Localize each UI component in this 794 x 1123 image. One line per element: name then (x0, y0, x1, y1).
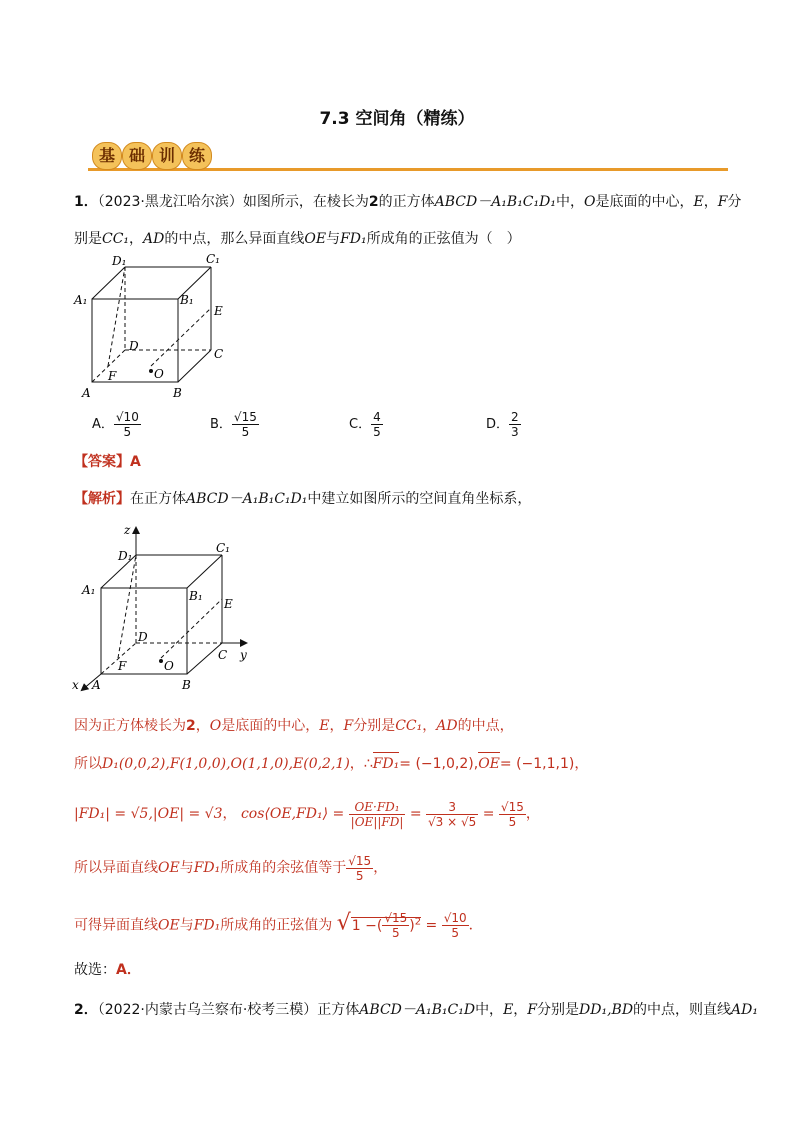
sol-frac-den: 5 (391, 926, 400, 941)
sol-math: |OE| = √3 (152, 806, 223, 822)
label-a1: A₁ (74, 293, 88, 307)
sol-text: ， (422, 718, 437, 734)
q1-math: O (583, 194, 596, 210)
sol-text: 分别是 (353, 718, 396, 734)
q2-line1 (74, 1000, 758, 1020)
sol-math: CC₁ (395, 718, 423, 734)
label-f: F (118, 659, 127, 673)
sol-choice: A． (116, 962, 141, 978)
option-a[interactable] (92, 410, 141, 439)
banner-char: 训 (152, 142, 182, 170)
q1-line1 (74, 192, 741, 212)
q1-text: 所成角的正弦值为（ ） (366, 231, 521, 247)
sol-text: = (425, 917, 438, 934)
sol-text: 与 (179, 917, 194, 934)
sol-math: |FD₁| = √5, (74, 806, 153, 822)
sol-text: 所以异面直线 (74, 860, 158, 876)
solution-line-6 (74, 960, 141, 980)
option-den: 5 (373, 425, 381, 439)
label-x: x (72, 678, 79, 692)
page-title: 7.3 空间角（精练） (319, 109, 475, 129)
option-num: 4 (373, 410, 381, 424)
q2-math: AD₁ (731, 1002, 758, 1018)
cube2-point-o (159, 659, 163, 663)
label-b1: B₁ (180, 293, 194, 307)
sqrt-body: 1 −( $\frac{√15}{5}$ )$^2$ (351, 911, 422, 941)
sol-math: F (343, 718, 354, 734)
label-d: D (138, 630, 148, 644)
q1-text: 的正方体 (378, 194, 435, 210)
sol-vector: FD₁ (372, 756, 400, 772)
sol-frac-num: √15 (348, 853, 372, 868)
sol-math: FD₁ (193, 860, 221, 876)
analysis-line (74, 489, 531, 509)
sol-frac-num: OE·FD₁ (349, 800, 406, 815)
option-label: C． (349, 417, 372, 432)
label-b: B (173, 386, 182, 400)
sol-frac-num: √15 (384, 911, 408, 926)
option-label: A． (92, 417, 114, 432)
q1-text: 的中点，那么异面直线 (164, 231, 305, 247)
solution-line-3 (74, 792, 540, 836)
sol-text: = (409, 806, 422, 822)
banner-char: 础 (122, 142, 152, 170)
banner-underline (88, 168, 728, 171)
q2-source: （2022·内蒙古乌兰察布·校考三模） (97, 1002, 318, 1018)
label-a1: A₁ (82, 583, 96, 597)
banner-char: 基 (92, 142, 122, 170)
sol-exponent: 2 (414, 916, 422, 927)
sol-vector: OE (478, 756, 500, 772)
label-f: F (108, 369, 117, 383)
q1-math: FD₁ (340, 231, 367, 247)
option-den: 3 (511, 425, 519, 439)
label-e: E (214, 304, 223, 318)
sol-text: ． (468, 917, 483, 934)
q2-math: E (503, 1002, 514, 1018)
option-num: 2 (511, 410, 519, 424)
cube1-line-oe (151, 308, 211, 366)
q1-line2 (74, 229, 521, 249)
sol-math: O (209, 718, 222, 734)
option-d[interactable] (486, 410, 521, 439)
cube1-edge (178, 350, 211, 382)
cube1-line-fd1 (108, 267, 125, 366)
sol-frac-den: 5 (355, 868, 364, 883)
option-label: B． (210, 417, 232, 432)
q2-math: F (527, 1002, 538, 1018)
label-a: A (92, 678, 101, 692)
sol-text: 是底面的中心， (221, 718, 320, 734)
sol-text: = (−1,1,1)， (499, 756, 589, 772)
label-o: O (164, 659, 174, 673)
label-d1: D₁ (118, 549, 133, 563)
sol-text: 2 (186, 718, 196, 734)
q1-number: 1． (74, 194, 98, 210)
analysis-text: 在正方体 (130, 491, 186, 507)
sol-text: ， (222, 806, 237, 822)
analysis-text: 中建立如图所示的空间直角坐标系， (307, 491, 532, 507)
sol-text: = (−1,0,2), (399, 756, 479, 772)
q2-math: ABCD－A₁B₁C₁D (359, 1002, 476, 1018)
sol-text: 的中点， (457, 718, 514, 734)
label-a: A (82, 386, 91, 400)
analysis-tag: 【解析】 (74, 491, 130, 507)
option-num: √15 (233, 410, 257, 424)
sol-text: ， (525, 806, 540, 822)
cube2-line-oe (161, 599, 222, 658)
sol-math: OE (158, 860, 180, 876)
section-banner (88, 140, 728, 172)
label-b: B (182, 678, 191, 692)
answer-tag: 【答案】 (74, 454, 130, 470)
label-d: D (129, 339, 139, 353)
answer-line (74, 452, 141, 472)
option-label: D． (486, 417, 510, 432)
sol-math: FD₁ (193, 917, 221, 934)
sol-text: 所成角的余弦值等于 (220, 860, 347, 876)
option-den: 5 (241, 425, 250, 439)
sol-text: 所以 (74, 756, 102, 772)
q1-source: （2023·黑龙江哈尔滨） (97, 194, 243, 210)
q2-text: 正方体 (317, 1002, 360, 1018)
q2-number: 2． (74, 1002, 98, 1018)
label-d1: D₁ (112, 254, 127, 268)
sol-math: AD (436, 718, 458, 734)
sol-text: 因为正方体棱长为 (74, 718, 186, 734)
option-num: √10 (115, 410, 139, 424)
sol-text: ， (373, 860, 388, 876)
label-y: y (240, 648, 247, 662)
q2-text: 中， (475, 1002, 504, 1018)
sol-frac-num: √15 (500, 799, 524, 814)
q1-text: 与 (326, 231, 341, 247)
q1-text: 分 (727, 194, 742, 210)
solution-line-5 (74, 898, 483, 946)
sol-text: ， (329, 718, 344, 734)
cube1-point-o (149, 369, 153, 373)
sol-frac-den: 5 (451, 926, 459, 941)
option-b[interactable] (210, 410, 259, 439)
q2-text: ， (513, 1002, 528, 1018)
q1-text: 别是 (74, 231, 102, 247)
cube2-edge (187, 643, 222, 674)
banner-char: 练 (182, 142, 212, 170)
answer-value: A (130, 454, 141, 470)
sol-text: 故选： (74, 962, 116, 978)
label-c1: C₁ (216, 541, 230, 555)
cube2-edge (187, 555, 222, 588)
sol-math: E (319, 718, 330, 734)
q1-math: OE (304, 231, 327, 247)
q1-math: F (717, 194, 728, 210)
q1-text: ， (703, 194, 718, 210)
q1-math: AD (143, 231, 165, 247)
label-o: O (154, 367, 164, 381)
sol-math: OE (158, 917, 180, 934)
sqrt-sign: √ (336, 910, 351, 936)
label-z: z (124, 523, 131, 537)
q1-text: 如图所示，在棱长为 (242, 194, 369, 210)
solution-line-2 (74, 754, 588, 774)
sol-frac-den: √3 × √5 (428, 814, 477, 829)
solution-line-4 (74, 848, 387, 888)
cube2-line-fd1 (118, 555, 136, 658)
q2-math: DD₁,BD (579, 1002, 634, 1018)
q2-text: 分别是 (537, 1002, 580, 1018)
q1-text: 中， (555, 194, 584, 210)
label-c: C (218, 648, 228, 662)
solution-line-1 (74, 716, 514, 736)
label-b1: B₁ (189, 589, 203, 603)
q1-text: 2 (368, 194, 379, 210)
sol-frac-den: 5 (508, 814, 517, 829)
q1-math: ABCD－A₁B₁C₁D₁ (434, 194, 556, 210)
sol-frac-num: √10 (443, 911, 467, 926)
q1-text: 是底面的中心， (595, 194, 694, 210)
sol-text: = (482, 806, 495, 822)
sol-frac-den: |OE||FD| (350, 814, 404, 829)
q1-text: ， (129, 231, 144, 247)
q1-math: E (693, 194, 704, 210)
label-c: C (214, 347, 224, 361)
q2-text: 的中点，则直线 (633, 1002, 732, 1018)
sol-text: 可得异面直线 (74, 917, 158, 934)
label-e: E (224, 597, 233, 611)
sol-text: 1 − (351, 917, 377, 934)
label-c1: C₁ (206, 252, 220, 266)
option-den: 5 (123, 425, 132, 439)
sol-text: ，∴ (349, 756, 373, 772)
sol-frac-num: 3 (426, 800, 478, 815)
sol-text: 与 (179, 860, 194, 876)
sol-text: 所成角的正弦值为 (220, 917, 333, 934)
sol-math: cos⟨OE,FD₁⟩ = (240, 806, 345, 822)
analysis-math: ABCD－A₁B₁C₁D₁ (186, 491, 308, 507)
cube-figure-2 (68, 522, 258, 694)
q1-math: CC₁ (102, 231, 130, 247)
option-c[interactable] (349, 410, 383, 439)
sol-text: ， (195, 718, 210, 734)
cube-figure-1 (70, 252, 240, 402)
sol-math: D₁(0,0,2),F(1,0,0),O(1,1,0),E(0,2,1) (102, 756, 350, 772)
